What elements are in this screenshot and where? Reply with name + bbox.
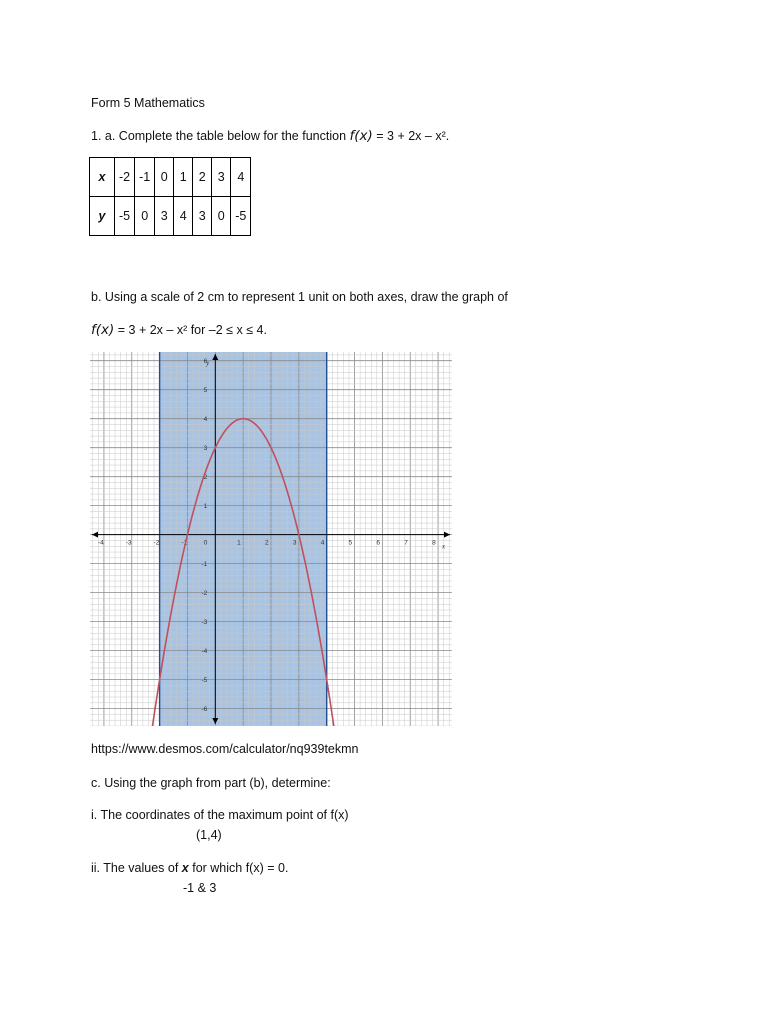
table-cell: -5	[115, 197, 135, 236]
y-tick-label: -5	[201, 677, 208, 685]
table-cell: -1	[135, 158, 155, 197]
x-axis-label: x	[442, 542, 446, 551]
function-rule-domain: = 3 + 2x – x² for –2 ≤ x ≤ 4.	[114, 323, 267, 337]
x-tick-label: 4	[320, 539, 325, 547]
function-rule: = 3 + 2x – x².	[372, 129, 450, 143]
variable-x: x	[181, 861, 189, 875]
table-cell: 3	[212, 158, 231, 197]
values-table	[89, 157, 251, 236]
table-row-x	[90, 158, 251, 197]
table-header-y: y	[90, 197, 115, 236]
answer-maximum-point: (1,4)	[196, 828, 222, 842]
table-cell: 0	[212, 197, 231, 236]
y-tick-label: -3	[201, 619, 208, 627]
x-tick-label: 2	[265, 539, 269, 547]
x-tick-label: -2	[153, 539, 160, 547]
y-tick-label: 2	[203, 474, 208, 482]
table-cell: 0	[155, 158, 174, 197]
y-axis-label: y	[206, 359, 210, 367]
y-tick-label: -6	[201, 706, 208, 714]
function-name: f(x)	[91, 322, 115, 338]
table-cell: 3	[193, 197, 212, 236]
y-tick-label: -1	[201, 561, 208, 569]
y-tick-label: -2	[201, 590, 208, 598]
question-1a	[91, 128, 449, 144]
table-row-y	[90, 197, 251, 236]
table-cell: 2	[193, 158, 212, 197]
x-tick-label: 1	[237, 539, 241, 547]
table-cell: -2	[115, 158, 135, 197]
question-1ci: i. The coordinates of the maximum point of f(x)	[91, 808, 349, 822]
answer-roots: -1 & 3	[183, 881, 217, 895]
question-1c: c. Using the graph from part (b), determine:	[91, 776, 331, 790]
doc-title: Form 5 Mathematics	[91, 96, 205, 110]
desmos-link[interactable]: https://www.desmos.com/calculator/nq939tekmn	[91, 742, 359, 756]
table-cell: 3	[155, 197, 174, 236]
y-tick-label: -4	[201, 648, 208, 656]
x-tick-label: -4	[97, 539, 104, 547]
x-tick-label: 5	[348, 539, 353, 547]
table-cell: 0	[135, 197, 155, 236]
y-tick-label: 4	[203, 416, 208, 424]
x-tick-label: 6	[376, 539, 381, 547]
question-1cii-text: ii. The values of	[91, 861, 182, 875]
x-tick-label: -1	[181, 539, 188, 547]
table-cell: 4	[174, 197, 193, 236]
y-tick-label: 3	[203, 445, 208, 453]
question-1cii-suffix: for which f(x) = 0.	[188, 861, 289, 875]
x-tick-label: 3	[292, 539, 297, 547]
table-header-x: x	[90, 158, 115, 197]
function-name: f(x)	[349, 128, 373, 144]
function-graph	[90, 352, 452, 726]
x-tick-label: 8	[432, 539, 436, 547]
table-cell: -5	[231, 197, 251, 236]
table-cell: 1	[174, 158, 193, 197]
x-tick-label: -3	[125, 539, 132, 547]
origin-label: 0	[203, 539, 208, 547]
question-1cii	[91, 861, 288, 875]
question-1a-text: 1. a. Complete the table below for the function	[91, 129, 350, 143]
question-1b: b. Using a scale of 2 cm to represent 1 unit on both axes, draw the graph of	[91, 290, 508, 304]
question-1b-function	[91, 322, 267, 338]
x-tick-label: 7	[404, 539, 408, 547]
y-tick-label: 5	[203, 387, 208, 395]
y-tick-label: 6	[203, 358, 208, 366]
table-cell: 4	[231, 158, 251, 197]
y-tick-label: 1	[203, 503, 208, 511]
